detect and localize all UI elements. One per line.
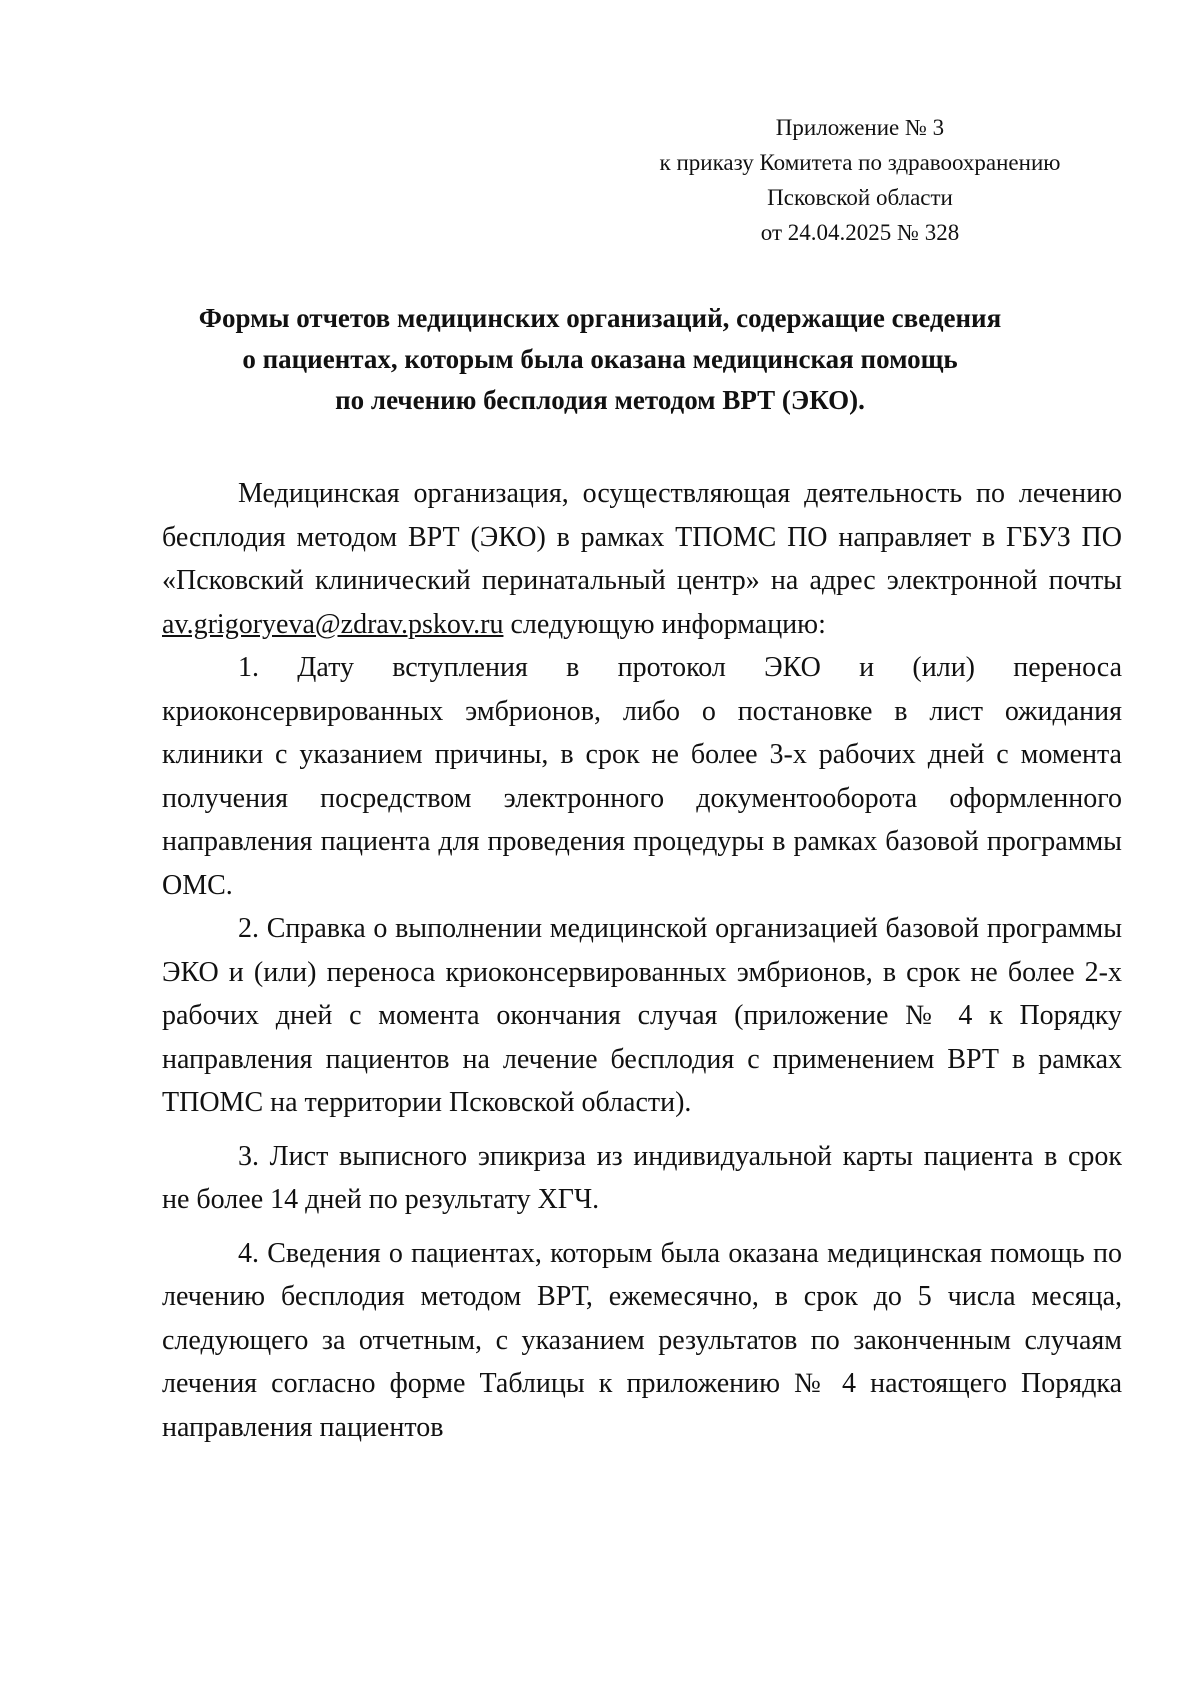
intro-text-start: Медицинская организация, осуществляющая деятельность по лечению бесплодия методом ВРТ (ЭКО) в рамках ТПОМС ПО направляет в ГБУЗ ПО «Псковский клинический перинатальный центр» на адрес электронной почты xyxy=(162,478,1122,596)
appendix-header xyxy=(600,110,1120,250)
appendix-number: Приложение № 3 xyxy=(775,115,945,140)
list-item-3: 3. Лист выписного эпикриза из индивидуальной карты пациента в срок не более 14 дней по результату ХГЧ. xyxy=(162,1140,1122,1215)
intro-text-end: следующую информацию: xyxy=(503,608,826,640)
list-item-1: 1. Дату вступления в протокол ЭКО и (или) переноса криоконсервированных эмбрионов, либо о постановке в лист ожидания клиники с указанием причины, в срок не более 3-х рабочих дней с момента получения посредством электронного документооборота оформленного направления пациента для проведения процедуры в рамках базовой программы ОМС. xyxy=(162,652,1122,901)
title-line-3: по лечению бесплодия методом ВРТ (ЭКО). xyxy=(335,385,865,415)
appendix-region: Псковской области xyxy=(767,185,953,210)
title-line-2: о пациентах, которым была оказана медицинская помощь xyxy=(242,344,958,374)
document-title xyxy=(120,298,1080,421)
list-item-2: 2. Справка о выполнении медицинской организацией базовой программы ЭКО и (или) переноса криоконсервированных эмбрионов, в срок не более 2-х рабочих дней с момента окончания случая (приложение № 4 к Порядку направления пациентов на лечение бесплодия с применением ВРТ в рамках ТПОМС на территории Псковской области). xyxy=(162,913,1122,1118)
intro-paragraph xyxy=(162,472,1122,646)
appendix-order-date: от 24.04.2025 № 328 xyxy=(760,220,960,245)
appendix-order-ref: к приказу Комитета по здравоохранению xyxy=(659,150,1061,175)
email-link[interactable]: av.grigoryeva@zdrav.pskov.ru xyxy=(162,608,504,640)
title-line-1: Формы отчетов медицинских организаций, содержащие сведения xyxy=(198,303,1002,333)
document-body xyxy=(162,472,1122,1459)
list-item-4: 4. Сведения о пациентах, которым была оказана медицинская помощь по лечению бесплодия методом ВРТ, ежемесячно, в срок до 5 числа месяца, следующего за отчетным, с указанием результатов по законченным случаям лечения согласно форме Таблицы к приложению № 4 настоящего Порядка направления пациентов xyxy=(162,1237,1122,1443)
